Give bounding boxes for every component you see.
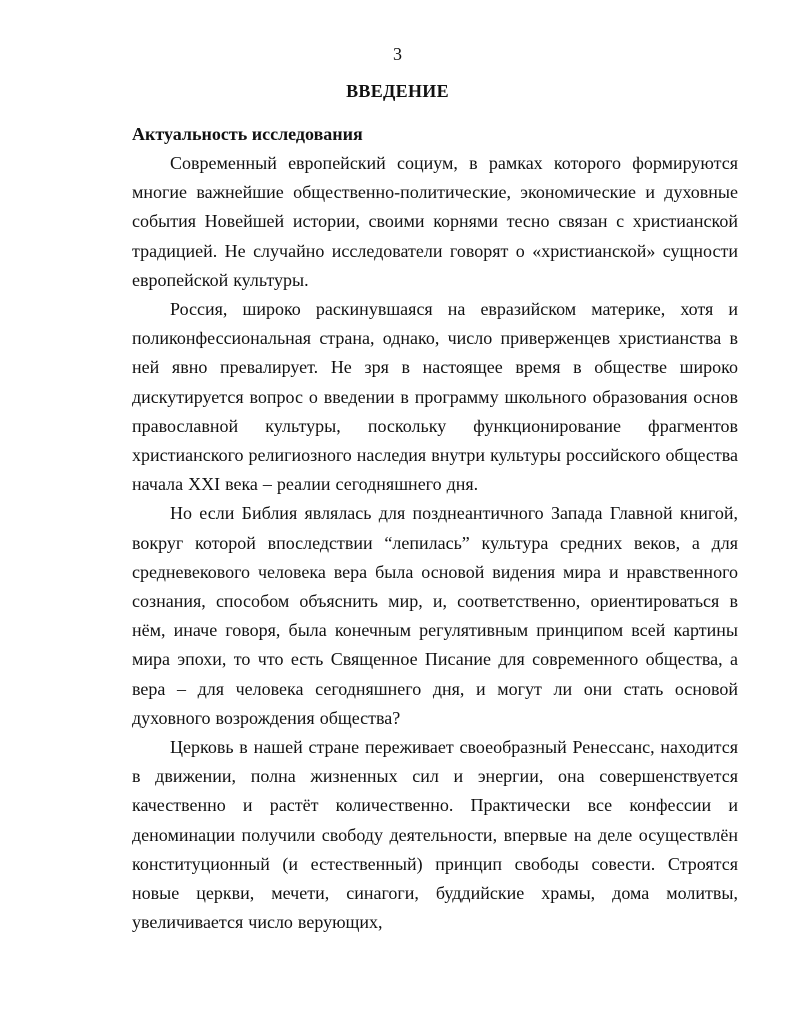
page-number: 3 xyxy=(393,44,402,64)
paragraph-4: Церковь в нашей стране переживает своеобразный Ренессанс, находится в движении, полна жизненных сил и энергии, она совершенствуется качественно и растёт количественно. Практически все конфессии и деноминации получили свободу деятельности, впервые на деле осуществлён конституционный (и естественный) принцип свободы совести. Строятся новые церкви, мечети, синагоги, буддийские храмы, дома молитвы, увеличивается число верующих, xyxy=(132,737,738,933)
paragraph-3: Но если Библия являлась для позднеантичного Запада Главной книгой, вокруг которой впоследствии “лепилась” культура средних веков, а для средневекового человека вера была основой видения мира и нравственного сознания, способом объяснить мир, и, соответственно, ориентироваться в нём, иначе говоря, была конечным регулятивным принципом всей картины мира эпохи, то что есть Священное Писание для современного общества, а вера – для человека сегодняшнего дня, и могут ли они стать основой духовного возрождения общества? xyxy=(132,503,738,728)
paragraph-1: Современный европейский социум, в рамках которого формируются многие важнейшие общественно-политические, экономические и духовные события Новейшей истории, своими корнями тесно связан с христианской традицией. Не случайно исследователи говорят о «христианской» сущности европейской культуры. xyxy=(132,153,738,290)
document-body xyxy=(132,120,738,937)
page-title: ВВЕДЕНИЕ xyxy=(346,81,449,101)
section-heading: Актуальность исследования xyxy=(132,124,363,144)
paragraph-2: Россия, широко раскинувшаяся на евразийском материке, хотя и поликонфессиональная страна, однако, число приверженцев христианства в ней явно превалирует. Не зря в настоящее время в обществе широко дискутируется вопрос о введении в программу школьного образования основ православной культуры, поскольку функционирование фрагментов христианского религиозного наследия внутри культуры российского общества начала XXI века – реалии сегодняшнего дня. xyxy=(132,299,738,495)
